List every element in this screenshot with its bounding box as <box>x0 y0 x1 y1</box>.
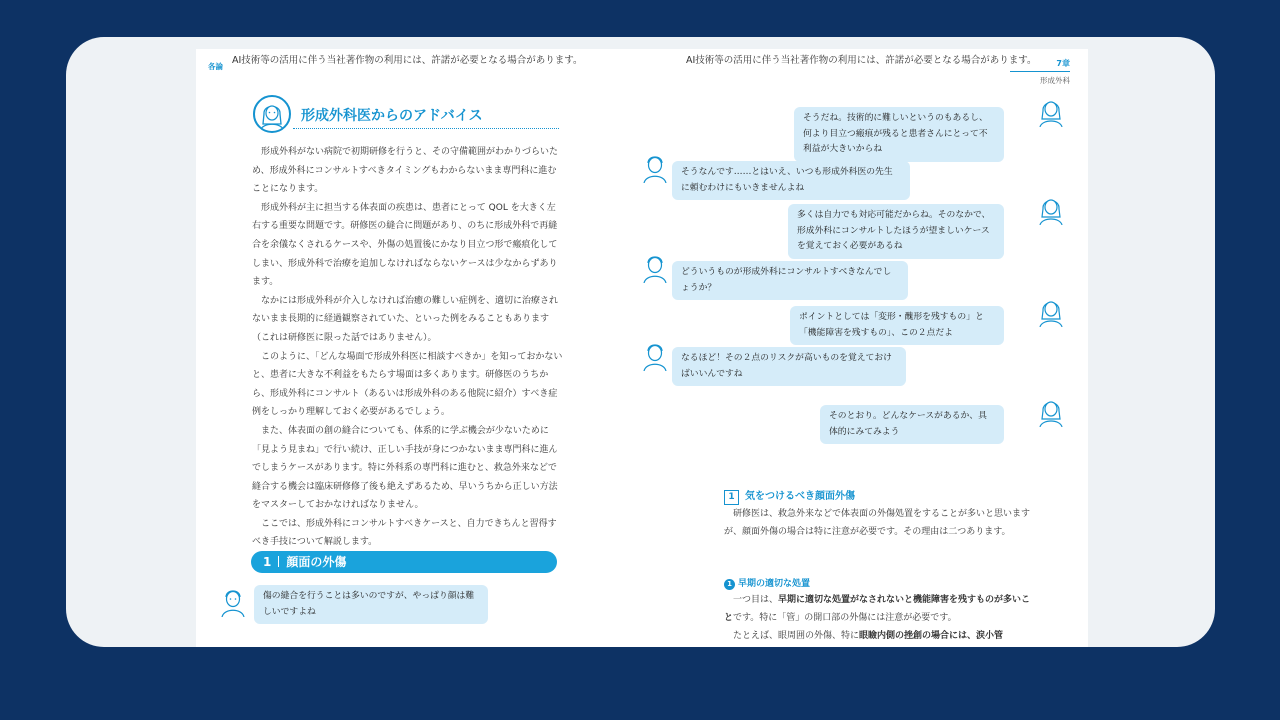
doctor-avatar-icon <box>1038 297 1064 327</box>
doctor-avatar-icon <box>1038 195 1064 225</box>
book-spread <box>196 49 1088 647</box>
speech-bubble: そうなんです……とはいえ、いつも形成外科医の先生に頼むわけにもいきませんよね <box>672 161 910 200</box>
chapter-number: 7章 <box>1056 59 1070 68</box>
advice-title: 形成外科医からのアドバイス <box>301 108 483 124</box>
section-title: 顔面の外傷 <box>286 555 347 569</box>
point-body <box>724 591 1034 645</box>
left-page <box>196 49 642 647</box>
speech-bubble: そうだね。技術的に難しいというのもあるし、何より目立つ瘢痕が残ると患者さんにとって不利益が大きいからね <box>794 107 1004 162</box>
advice-paragraph: ここでは、形成外科にコンサルトすべきケースと、自力できちんと習得すべき手技について解説します。 <box>252 518 557 548</box>
left-page-tab: 各論 <box>208 62 223 71</box>
speech-bubble: どういうものが形成外科にコンサルトすべきなんでしょうか？ <box>672 261 908 300</box>
section-heading-bar <box>251 551 557 573</box>
resident-avatar-icon <box>642 341 668 371</box>
resident-avatar-icon <box>642 253 668 283</box>
advice-body <box>252 143 564 552</box>
point-title: 早期の適切な処置 <box>738 579 811 589</box>
advice-paragraph: 形成外科が主に担当する体表面の疾患は、患者にとって QOL を大きく左右する重要な問題です。研修医の縫合に問題があり、のちに形成外科で再縫合を余儀なくされるケースや、外傷の処置後にかなり目立つ形で瘢痕化してしまい、形成外科で治療を追加しなければならないケースは少なからずあります。 <box>252 202 558 288</box>
point-number: 1 <box>724 579 735 590</box>
subsection-intro <box>724 505 1034 541</box>
advice-paragraph: また、体表面の創の縫合についても、体系的に学ぶ機会が少ないために「見よう見まね」で行い続け、正しい手技が身につかないまま専門科に進んでしまうケースがあります。特に外科系の専門科に進むと、救急外来などで縫合する機会は臨床研修修了後も絶えずあるため、早いうちから正しい方法をマスターしておかなければなりません。 <box>252 425 558 511</box>
speech-bubble: なるほど！その２点のリスクが高いものを覚えておけばいいんですね <box>672 347 906 386</box>
advice-heading <box>253 95 559 133</box>
speech-bubble: そのとおり。どんなケースがあるか、具体的にみてみよう <box>820 405 1004 444</box>
copyright-notice: AI技術等の活用に伴う当社著作物の利用には、許諾が必要となる場合があります。 <box>686 55 1037 66</box>
point-paragraph: 一つ目は、早期に適切な処置がなされないと機能障害を残すものが多いことです。特に「管」の開口部の外傷には注意が必要です。 <box>724 595 1031 623</box>
speech-bubble: 多くは自力でも対応可能だからね。そのなかで、形成外科にコンサルトしたほうが望ましいケースを覚えておく必要があるね <box>788 204 1004 259</box>
resident-avatar-icon <box>642 153 668 183</box>
doctor-avatar-icon <box>253 95 291 133</box>
advice-dotted-rule <box>293 128 559 129</box>
advice-paragraph: なかには形成外科が介入しなければ治癒の難しい症例を、適切に治療されないまま長期的に経過観察されていた、といった例をみることもあります（これは研修医に限った話ではありません）。 <box>252 295 559 343</box>
point-paragraph: たとえば、眼周囲の外傷、特に眼瞼内側の挫創の場合には、涙小管 <box>733 631 1004 641</box>
speech-bubble: ポイントとしては「変形・醜形を残すもの」と「機能障害を残すもの」、この２点だよ <box>790 306 1004 345</box>
right-page <box>642 49 1088 647</box>
subsection-heading <box>724 487 855 505</box>
subsection-number: 1 <box>724 490 739 505</box>
doctor-avatar-icon <box>1038 397 1064 427</box>
chapter-label <box>1010 58 1070 86</box>
advice-paragraph: このように、「どんな場面で形成外科医に相談すべきか」を知っておかないと、患者に大きな不利益をもたらす場面は多くあります。研修医のうちから、形成外科にコンサルト（あるいは形成外科のある他院に紹介）すべき症例をしっかり理解しておく必要があるでしょう。 <box>252 351 563 418</box>
chapter-name: 形成外科 <box>1040 76 1070 85</box>
copyright-notice: AI技術等の活用に伴う当社著作物の利用には、許諾が必要となる場合があります。 <box>232 55 583 66</box>
speech-bubble: 傷の縫合を行うことは多いのですが、やっぱり顔は難しいですよね <box>254 585 488 624</box>
point-heading <box>724 576 810 590</box>
doctor-avatar-icon <box>1038 97 1064 127</box>
advice-paragraph: 形成外科がない病院で初期研修を行うと、その守備範囲がわかりづらいため、形成外科にコンサルトすべきタイミングもわからないまま専門科に進むことになります。 <box>252 147 559 195</box>
viewer-frame <box>66 37 1215 647</box>
subsection-title: 気をつけるべき顔面外傷 <box>745 491 855 502</box>
resident-avatar-icon <box>220 587 246 617</box>
section-number: 1 <box>263 555 272 569</box>
intro-paragraph: 研修医は、救急外来などで体表面の外傷処置をすることが多いと思いますが、顔面外傷の場合は特に注意が必要です。その理由は二つあります。 <box>724 509 1031 537</box>
